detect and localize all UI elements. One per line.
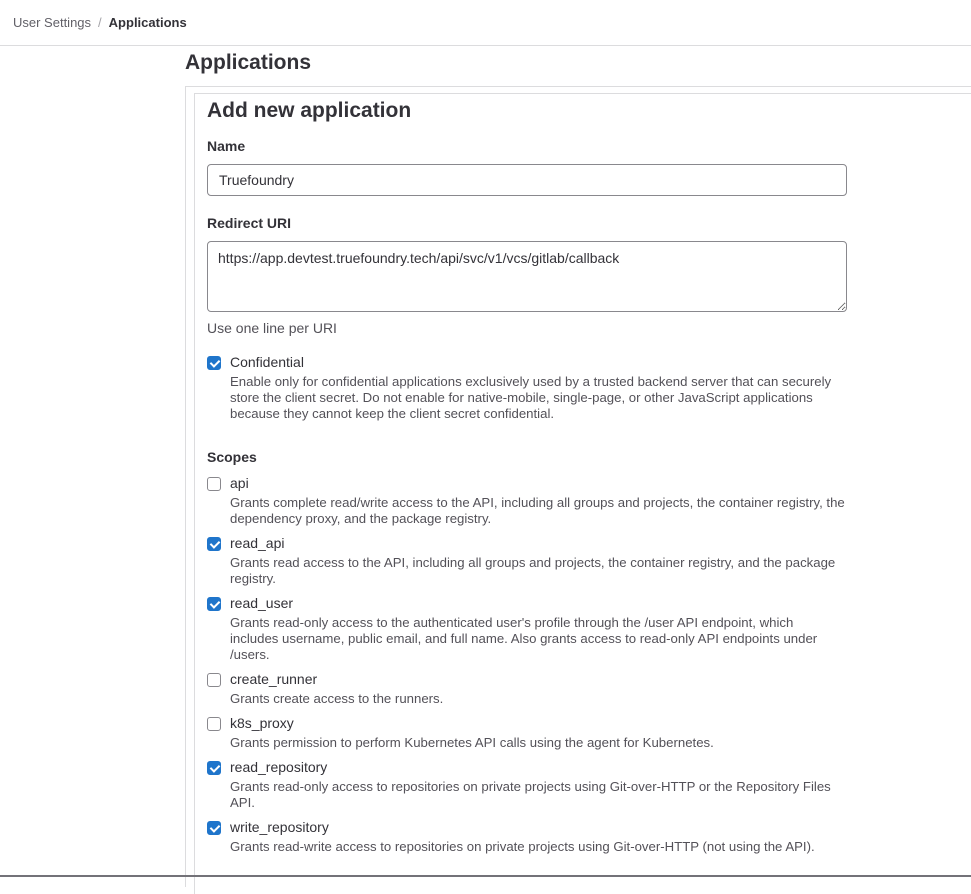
scope-read-repository-checkbox[interactable] — [207, 761, 221, 775]
breadcrumb — [13, 15, 187, 30]
scopes-label: Scopes — [207, 449, 257, 465]
scope-write-repository-checkbox[interactable] — [207, 821, 221, 835]
scope-create-runner-checkbox[interactable] — [207, 673, 221, 687]
confidential-checkbox[interactable] — [207, 356, 221, 370]
scope-read-repository-label[interactable]: read_repository — [230, 759, 328, 775]
form-title: Add new application — [207, 99, 412, 122]
confidential-description: Enable only for confidential applications exclusively used by a trusted backend server that can securely store the client secret. Do not enable for native-mobile, single-page, or other JavaScript applications because they cannot keep the client secret confidential. — [230, 374, 832, 421]
confidential-label[interactable]: Confidential — [230, 354, 304, 370]
breadcrumb-user-settings[interactable]: User Settings — [13, 15, 92, 30]
name-input[interactable] — [207, 164, 847, 196]
scope-write-repository-description: Grants read-write access to repositories on private projects using Git-over-HTTP (not using the API). — [230, 839, 815, 854]
scope-k8s-proxy-checkbox[interactable] — [207, 717, 221, 731]
page-title: Applications — [185, 51, 312, 74]
redirect-uri-textarea[interactable] — [207, 241, 847, 312]
redirect-uri-hint: Use one line per URI — [207, 320, 337, 336]
scope-read-api-label[interactable]: read_api — [230, 535, 285, 551]
scope-read-user-label[interactable]: read_user — [230, 595, 294, 611]
scope-api-description: Grants complete read/write access to the API, including all groups and projects, the container registry, the dependency proxy, and the package registry. — [230, 495, 845, 526]
breadcrumb-separator: / — [98, 15, 102, 30]
scope-read-api-checkbox[interactable] — [207, 537, 221, 551]
scope-k8s-proxy-description: Grants permission to perform Kubernetes API calls using the agent for Kubernetes. — [230, 735, 714, 750]
scope-read-repository-description: Grants read-only access to repositories on private projects using Git-over-HTTP or the Repository Files API. — [230, 779, 831, 810]
top-bar — [0, 0, 971, 46]
scope-create-runner-description: Grants create access to the runners. — [230, 691, 444, 706]
scope-create-runner-label[interactable]: create_runner — [230, 671, 318, 687]
scope-write-repository-label[interactable]: write_repository — [230, 819, 329, 835]
scope-api-label[interactable]: api — [230, 475, 249, 491]
name-label: Name — [207, 138, 246, 154]
scope-api-checkbox[interactable] — [207, 477, 221, 491]
scope-read-user-checkbox[interactable] — [207, 597, 221, 611]
breadcrumb-applications[interactable]: Applications — [108, 15, 187, 30]
scope-read-user-description: Grants read-only access to the authenticated user's profile through the /user API endpoint, which includes username, public email, and full name. Also grants access to read-only API endpoints under /users. — [230, 615, 818, 662]
scope-read-api-description: Grants read access to the API, including all groups and projects, the container registry, and the package registry. — [230, 555, 836, 586]
redirect-uri-label: Redirect URI — [207, 215, 292, 231]
scope-k8s-proxy-label[interactable]: k8s_proxy — [230, 715, 294, 731]
